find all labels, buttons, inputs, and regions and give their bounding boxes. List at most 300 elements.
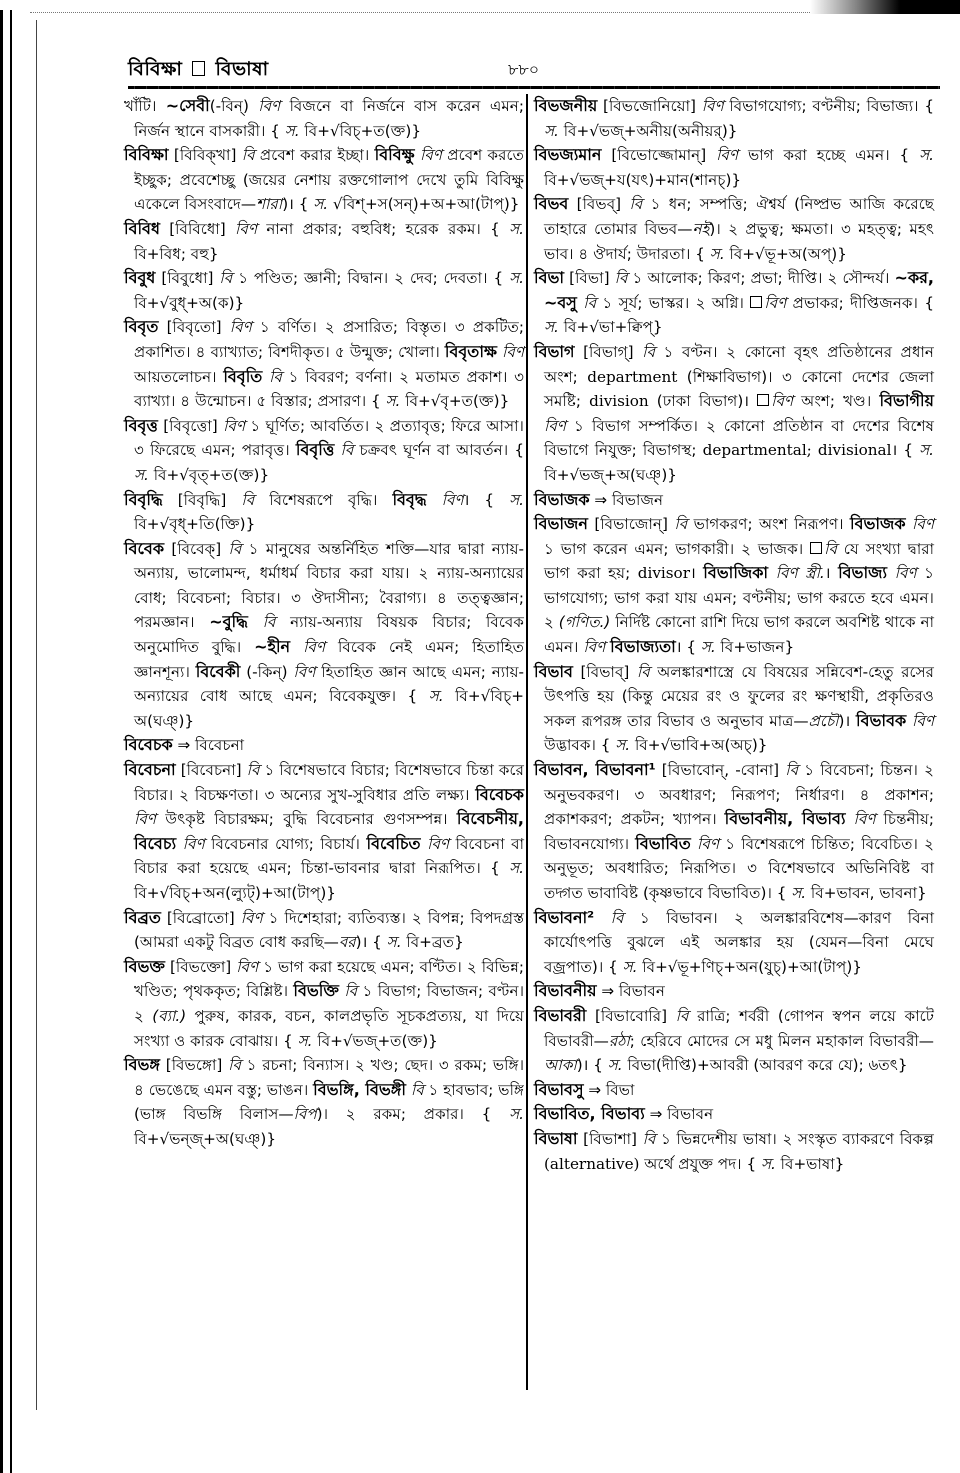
grammar-label: বি	[614, 269, 628, 288]
headword: বিবৃদ্ধ	[392, 489, 427, 509]
definition-text	[846, 810, 854, 828]
grammar-label: বি	[228, 539, 242, 558]
grammar-label: বি	[636, 662, 650, 681]
definition-text: আয়তলোচন।	[134, 367, 224, 386]
headword: বিভঙ্গ	[124, 1055, 161, 1075]
grammar-label: স.	[544, 318, 559, 337]
definition-text: (-বিন্)	[209, 97, 259, 115]
english-gloss: department	[587, 367, 678, 386]
grammar-label: বি	[340, 441, 354, 460]
definition-text: বি+ভাজন}	[715, 638, 795, 657]
definition-text: বি+√বিচ্+অন(ল্যুট্)+আ(টাপ্)}	[134, 884, 336, 902]
definition-text: [বিবুধো]	[155, 269, 220, 288]
definition-text	[290, 638, 303, 656]
definition-text: প্রবেশ করতে ইচ্ছুক; প্রবেশেচ্ছু (জয়ের নেশায় রক্তগোলাপ দেখে তুমি বিবিক্ষু একেলে বিসংবাদে—	[134, 146, 525, 214]
definition-text: ১ ভিন্নদেশীয় ভাষা। ২ সংস্কৃত ব্যাকরণে বিকল্প	[655, 1129, 934, 1148]
definition-text: ১ ধন; সম্পত্তি; ঐশ্বর্য (নিষ্প্রভ আজি করেছে তাহারে তোমার বিভব—	[544, 195, 934, 238]
dictionary-entry	[534, 266, 934, 340]
headword: বিভাজক	[534, 489, 590, 509]
english-gloss: division	[589, 392, 649, 411]
grammar-label: স.	[709, 244, 725, 263]
column-divider	[526, 94, 528, 1390]
left-column	[124, 94, 524, 1152]
definition-text: বি+√ভজ্+অ(ঘঞ্)}	[544, 465, 677, 484]
grammar-label: বিণ	[441, 490, 464, 509]
definition-text: ১ বিবেচনা; চিন্তন। ২ অনুভবকরণ। ৩ অবধারণ; নিরূপণ; নির্ধারণ। ৪ প্রকাশন; প্রকাশকরণ; প্রকটন; খ্যাপন।	[544, 761, 935, 829]
grammar-label: বিণ	[427, 834, 450, 853]
definition-text: ১ ভাগ করেন এমন; ভাগকারী। ২ ভাজক।	[544, 539, 811, 558]
grammar-label: বিণ	[912, 711, 934, 730]
headword: বিভাষা	[534, 1128, 578, 1148]
scan-edge-left	[0, 10, 12, 1473]
page-number: ৮৮০	[508, 60, 540, 79]
dictionary-entry	[124, 1053, 524, 1151]
grammar-label: বিণ	[303, 638, 326, 657]
definition-text: উদ্ভাবক। {	[544, 736, 616, 755]
grammar-label: বিণ	[764, 293, 787, 312]
definition-text: ⇒ বিভাবন	[644, 1105, 714, 1124]
headword: বিব্রত	[124, 907, 161, 927]
dictionary-entry	[534, 143, 934, 192]
grammar-label: বিণ	[182, 834, 205, 853]
definition-text: )। {	[576, 1056, 608, 1075]
dictionary-entry	[534, 488, 934, 513]
grammar-label: স.	[622, 957, 638, 976]
grammar-label: রঠা	[608, 1031, 630, 1050]
grammar-label: নই	[692, 219, 710, 238]
definition-text: বি+√বৃত্+ত(ক্ত)}	[148, 465, 270, 484]
definition-text: ১ আলোক; কিরণ; প্রভা; দীপ্তি। ২ সৌন্দর্য।	[627, 269, 895, 288]
headword: বিবেচনীয়, বিবেচ্য	[134, 809, 524, 853]
grammar-label: বিণ	[240, 908, 263, 927]
definition-text: ১ হাবভাব; ভঙ্গি (ভাঙ্গ বিভঙ্গি বিলাস—	[134, 1080, 525, 1124]
dictionary-entry	[534, 660, 934, 758]
grammar-label: বি	[269, 367, 282, 386]
grammar-label: স.	[509, 1105, 524, 1124]
scan-gutter-line	[36, 20, 37, 1410]
running-head-first-word: বিবিক্ষা	[128, 58, 183, 80]
grammar-label: স.	[428, 687, 444, 706]
definition-text: বি+√বৃধ্+তি(ক্তি)}	[134, 515, 256, 534]
grammar-label: স.	[791, 884, 807, 902]
dictionary-entry	[534, 758, 934, 906]
grammar-label: বি	[246, 761, 260, 780]
square-separator-icon	[192, 61, 205, 76]
definition-text: উৎকৃষ্ট বিচারক্ষম; বুদ্ধি বিবেচনার গুণসম্পন্ন।	[155, 810, 457, 829]
headword: বিভজনীয়	[534, 96, 598, 115]
grammar-label: বি	[629, 195, 643, 214]
definition-text: বিবেক নেই এমন; হিতাহিত জ্ঞানশূন্য।	[134, 638, 524, 681]
definition-text: [বিভোজ্জোমান্]	[601, 146, 717, 165]
definition-text: বিবেচনা বা বিচার করা হয়েছে এমন; চিন্তা-ভাবনার দ্বারা নিরূপিত। {	[134, 834, 525, 878]
dictionary-entry	[534, 94, 934, 143]
definition-text: ১ বিবরণ; বর্ণনা। ২ মতামত প্রকাশ। ৩ ব্যাখ্যা। ৪ উন্মোচন। ৫ বিস্তার; প্রসারণ। {	[134, 367, 525, 411]
headword: বিভাগীয়	[879, 391, 934, 411]
dictionary-entry	[124, 955, 524, 1053]
grammar-label: শারা	[256, 195, 283, 214]
definition-text: ⇒ বিভা	[583, 1080, 635, 1099]
grammar-label: স.	[509, 269, 524, 288]
grammar-label: বিণ	[134, 810, 156, 829]
grammar-label: বিণ	[293, 662, 316, 681]
definition-text: ১ পণ্ডিত; জ্ঞানী; বিদ্বান। ২ দেব; দেবতা। {	[232, 269, 510, 288]
definition-text: [বিভাবোরি]	[586, 1006, 676, 1025]
grammar-label: বিণ	[235, 219, 258, 238]
headword: বিভাবন, বিভাবনা¹	[534, 760, 656, 780]
definition-text	[427, 491, 442, 509]
definition-text: ⇒ বিবেচনা	[172, 736, 245, 755]
dictionary-entry	[124, 94, 524, 143]
headword: বিভাজিকা	[703, 563, 769, 583]
definition-text: বি+√ভাবি+অ(অচ্)}	[630, 736, 768, 755]
dictionary-entry	[124, 414, 524, 488]
definition-text: অংশ; খণ্ড।	[793, 392, 880, 411]
dictionary-entry	[534, 512, 934, 660]
headword: ~হীন	[254, 637, 291, 657]
definition-text: অলঙ্কারশাস্ত্রে যে বিষয়ের সন্নিবেশ-হেতু রসের উৎপত্তি হয় (কিন্তু মেয়ের রং ও ফুলের রং ক্ষণস্থায়ী, প্রকৃতিরও সকল রূপরঙ্গ তার বিভাব ও অনুভাব মাত্র—	[544, 662, 934, 730]
definition-text: বিবেচনার যোগ্য; বিচার্য।	[204, 834, 367, 853]
right-column	[534, 94, 934, 1176]
definition-text: হিতাহিত জ্ঞান আছে এমন; ন্যায়-অন্যায়ের বোধ আছে এমন; বিবেকযুক্ত। {	[134, 662, 524, 706]
definition-text: । {	[463, 490, 510, 509]
headword: বিভাবনা²	[534, 907, 595, 927]
dictionary-entry	[124, 266, 524, 315]
headword: বিবেচনা	[124, 760, 176, 780]
grammar-label: বি	[583, 293, 597, 312]
grammar-label: স.	[385, 392, 401, 411]
headword: বিবেচক	[124, 735, 173, 755]
grammar-label: বি	[824, 539, 837, 558]
grammar-label: বিণ	[502, 342, 525, 361]
definition-text: । {	[891, 441, 920, 460]
headword: ~সেবী	[165, 96, 210, 115]
headword: বিভাবরী	[534, 1005, 587, 1025]
grammar-label: বিপ	[293, 1105, 317, 1124]
definition-text: )। {	[282, 195, 314, 214]
headword: বিবুধ	[124, 268, 156, 288]
headword: ~কর, ~বসু	[544, 268, 935, 312]
headword: বিভক্তি	[293, 981, 339, 1001]
grammar-label: স.	[919, 146, 934, 165]
grammar-label: বিণ	[894, 564, 917, 583]
definition-text: )। {	[355, 933, 387, 952]
definition-text: [বিব্রোতো]	[160, 908, 241, 927]
definition-text: পুরুষ, কারক, বচন, কালপ্রভৃতি সূচকপ্রত্যয়, যা দিয়ে সংখ্যা ও কারক বোঝায়। {	[134, 1006, 524, 1050]
grammar-label: বি	[642, 342, 655, 361]
headword: বিবৃতাক্ষ	[444, 341, 497, 361]
definition-text: (-কিন্)	[240, 662, 294, 681]
definition-text: [বিভাব্]	[572, 662, 637, 681]
grammar-label: বিণ	[229, 318, 252, 337]
grammar-label: বি	[262, 613, 276, 632]
definition-text: ১ ভাগযোগ্য; ভাগ করা যায় এমন; বণ্টনীয়; ভাগ করতে হবে এমন। ২	[544, 564, 935, 632]
grammar-label: স.	[607, 1056, 623, 1075]
definition-text: [বিবৃতো]	[158, 318, 230, 337]
dictionary-entry	[124, 488, 524, 537]
dictionary-entry	[124, 315, 524, 413]
dictionary-entry	[534, 192, 934, 266]
dictionary-entry	[534, 906, 934, 980]
definition-text	[248, 613, 263, 631]
header-rule	[128, 86, 940, 89]
definition-text: প্রভাকর; দীপ্তিজনক। {	[786, 293, 934, 312]
grammar-label: স.	[386, 933, 402, 952]
english-gloss: (alternative)	[544, 1154, 640, 1173]
definition-text: ১ বিশেষভাবে বিচার; বিশেষভাবে চিন্তা করে বিচার। ২ বিচক্ষণতা। ৩ অন্যের সুখ-সুবিধার প্রতি লক্ষ্য।	[134, 761, 524, 804]
definition-text: অর্থে প্রযুক্ত পদ। {	[639, 1154, 761, 1173]
definition-text: [বিবেচনা]	[175, 761, 247, 780]
definition-text: । {	[675, 638, 701, 657]
definition-text: [বিবিক্খা]	[168, 146, 242, 165]
definition-text: বি+√বিচ্+ত(ক্ত)}	[299, 121, 422, 140]
grammar-label: বিণ	[716, 146, 739, 165]
definition-text: খাঁটি।	[124, 97, 166, 115]
headword: বিভাব	[534, 661, 573, 681]
definition-text: বি+√বিচ্+ অ(ঘঞ্)}	[134, 687, 524, 730]
definition-text: [বিভঙ্গো]	[160, 1056, 229, 1075]
definition-text: বি+√ভজ্+য(যৎ)+মান(শানচ্)}	[544, 170, 742, 189]
grammar-label: বিণ	[912, 515, 934, 534]
definition-text: নির্দিষ্ট কোনো রাশি দিয়ে ভাগ করলে অবশিষ্ট থাকে না এমন।	[544, 613, 934, 657]
definition-text: বি+√ভজ্+ত(ক্ত)}	[312, 1031, 438, 1050]
grammar-label: বি	[241, 490, 255, 509]
headword: বিবেচিত	[366, 833, 421, 853]
headword: বিভাবনীয়	[534, 981, 597, 1001]
definition-text: বিভা(দীপ্তি)+আবরী (আবরণ করে যে); ৬তৎ}	[622, 1056, 908, 1075]
definition-text: ১ রচনা; বিন্যাস। ২ খণ্ড; ছেদ। ৩ রকম; ভঙ্গি। ৪ ভেঙেছে এমন বস্তু; ভাঙন।	[134, 1056, 525, 1099]
definition-text: )।	[838, 711, 857, 730]
definition-text: (শিক্ষাবিভাগ)। ৩ কোনো দেশের জেলা সমষ্টি;	[544, 367, 935, 411]
grammar-label: বি	[344, 982, 358, 1001]
grammar-label: বি	[228, 1056, 241, 1075]
grammar-label: স.	[919, 441, 934, 460]
square-marker-icon	[750, 296, 762, 308]
grammar-label: বি	[674, 515, 688, 534]
headword: বিভাজ্য	[838, 563, 888, 583]
definition-text: ১ মানুষের অন্তর্নিহিত শক্তি—যার দ্বারা ন্যায়-অন্যায়, ভালোমন্দ, ধর্মাধর্ম বিচার করা যায়। ২ ন্যায়-অন্যায়ের বোধ; বিবেচনা; বিচার। ৩ ঔদাসীন্য; বৈরাগ্য। ৪ তত্ত্বজ্ঞান; পরমজ্ঞান।	[134, 539, 524, 632]
dictionary-entry	[124, 537, 524, 734]
definition-text: [বিবেক্]	[164, 539, 229, 558]
headword: বিভাবসু	[534, 1079, 584, 1099]
definition-text: বি+√ভূ+অ(অপ্)}	[724, 244, 847, 263]
definition-text: বি+√ভূ+ণিচ্+অন(যুচ্)+আ(টাপ্)}	[637, 957, 862, 976]
grammar-label: স.	[760, 1154, 776, 1173]
grammar-label: স.	[509, 490, 524, 509]
english-gloss: departmental; divisional	[702, 441, 892, 460]
definition-text: ১ বিভাগ সম্পর্কিত। ২ কোনো প্রতিষ্ঠান বা দেশের বিশেষ বিভাগে নিযুক্ত; বিভাগস্থ;	[544, 416, 934, 460]
definition-text	[887, 564, 895, 582]
grammar-label: স.	[134, 465, 149, 484]
grammar-label: বি	[410, 1080, 424, 1099]
grammar-label: বিণ স্ত্রী.	[775, 564, 825, 583]
headword: বিভাজক	[850, 514, 906, 534]
definition-text	[768, 564, 776, 582]
definition-text: বি+ভাষা}	[775, 1154, 845, 1173]
dictionary-entry	[534, 1127, 934, 1176]
dictionary-entry	[534, 340, 934, 488]
dictionary-entry	[534, 1004, 934, 1078]
headword: বিবৃত্ত	[124, 415, 158, 435]
definition-text: বি+বিধ; বহু}	[134, 244, 219, 263]
grammar-label: বিণ	[701, 97, 724, 115]
definition-text: (ঢাকা বিভাগ)।	[648, 392, 758, 411]
definition-text: বি+√ভজ্+অনীয়(অনীয়র্)}	[558, 121, 738, 140]
definition-text: [বিভব্]	[568, 195, 630, 214]
grammar-label: স.	[509, 859, 524, 878]
dictionary-entry	[534, 979, 934, 1004]
grammar-label: বি	[675, 1006, 689, 1025]
definition-text: ১ ঘূর্ণিত; আবর্তিত। ২ প্রত্যাবৃত্ত; ফিরে আসা। ৩ ফিরেছে এমন; পরাবৃত্ত।	[134, 416, 524, 460]
definition-text: বি+ব্রত}	[401, 933, 464, 952]
headword: বিভাজন	[534, 514, 588, 534]
headword: বিবেকী	[195, 661, 241, 681]
definition-text: চক্রবৎ ঘূর্ণন বা আবর্তন। {	[353, 441, 524, 460]
definition-text: চিন্তনীয়; বিভাবনযোগ্য।	[544, 810, 935, 853]
grammar-label: স.	[509, 219, 524, 238]
headword: বিবেক	[124, 538, 165, 558]
definition-text: [বিবৃত্তো]	[157, 416, 224, 435]
headword: বিবৃতি	[223, 366, 263, 386]
headword: বিভজ্যমান	[534, 145, 602, 165]
definition-text: ভাগ করা হচ্ছে এমন। {	[738, 146, 920, 165]
running-head-last-word: বিভাষা	[215, 58, 269, 80]
dictionary-entry	[534, 1078, 934, 1103]
definition-text: [বিভজোনিয়ো]	[597, 97, 702, 115]
grammar-label: বি	[610, 908, 624, 927]
dictionary-entry	[124, 217, 524, 266]
definition-text: [বিভাশা]	[577, 1129, 643, 1148]
definition-text: [বিভাবোন্, -বোনা]	[655, 761, 786, 780]
grammar-label: স.	[544, 121, 559, 140]
headword: বিভব	[534, 194, 569, 214]
grammar-label: বিণ	[697, 834, 720, 853]
definition-text: ১ দিশেহারা; ব্যতিব্যস্ত। ২ বিপন্ন; বিপদগ্রস্ত (আমরা একটু বিব্রত বোধ করছি—	[134, 908, 524, 952]
dictionary-columns	[120, 94, 942, 1394]
definition-text: ভাগকরণ; অংশ নিরূপণ।	[687, 515, 850, 534]
headword: বিভাজ্যতা	[610, 637, 676, 657]
grammar-label: স.	[284, 121, 300, 140]
definition-text: ১ বিভাবন। ২ অলঙ্কারবিশেষ—কারণ বিনা কার্যোৎপত্তি বুঝলে এই অলঙ্কার হয় (যেমন—বিনা মেঘে বজ্রপাত)। {	[544, 908, 934, 976]
definition-text: ।	[689, 564, 704, 583]
grammar-label: বিণ	[544, 416, 566, 435]
headword: বিভাবনীয়, বিভাব্য	[724, 809, 846, 829]
headword: বিবিক্ষা	[124, 145, 169, 165]
headword: বিভাবিত, বিভাব্য	[534, 1104, 645, 1124]
definition-text: বি+√ভা+ক্বিপ্}	[558, 318, 663, 337]
headword: বিবেচক	[475, 784, 524, 804]
headword: বিবৃত	[124, 317, 159, 337]
scan-shadow-corner	[810, 0, 960, 14]
definition-text: বি+√বৃ+ত(ক্ত)}	[400, 392, 510, 411]
grammar-label: বি	[785, 761, 799, 780]
grammar-label: স.	[313, 195, 329, 214]
definition-text: ১ বর্ণিত। ২ প্রসারিত; বিস্তৃত। ৩ প্রকটিত; প্রকাশিত। ৪ ব্যাখ্যাত; বিশদীকৃত। ৫ উন্মুক্ত; খোলা।	[134, 318, 524, 361]
definition-text: ১ বিভাগ; বিভাজন; বণ্টন। ২	[134, 982, 524, 1025]
definition-text: ।	[824, 564, 839, 583]
definition-text: বি+√ভন্জ্+অ(ঘঞ্)}	[134, 1129, 276, 1148]
definition-text: ⇒ বিভাজন	[589, 490, 664, 509]
grammar-label: স.	[700, 638, 716, 657]
definition-text: প্রবেশ করার ইচ্ছা।	[254, 146, 375, 165]
dictionary-entry	[124, 733, 524, 758]
definition-text: ; হেরিবে মোদের সে মধু মিলন মহাকাল বিভাবরী—	[629, 1031, 934, 1050]
headword: বিভঙ্গি, বিভঙ্গী	[313, 1079, 406, 1099]
definition-text: বিজনে বা নির্জনে বাস করেন এমন; নির্জন স্থানে বাসকারী। {	[134, 97, 524, 140]
grammar-label: বিণ	[771, 392, 794, 411]
grammar-label: বিণ	[223, 416, 246, 435]
definition-text: ⇒ বিভাবন	[596, 982, 665, 1001]
page-header	[128, 55, 940, 85]
definition-text: বি+√বুধ্+অ(ক)}	[134, 293, 245, 312]
grammar-label: বিণ	[236, 957, 259, 976]
english-gloss: divisor	[637, 564, 690, 583]
definition-text: [বিবিধো]	[159, 219, 236, 238]
grammar-label: বি	[241, 146, 255, 165]
grammar-label: বিণ	[419, 146, 442, 165]
grammar-label: বি	[219, 269, 233, 288]
definition-text: [বিবৃদ্ধি]	[162, 490, 242, 509]
definition-text: বি+ভাবন, ভাবনা}	[806, 884, 927, 902]
definition-text: বিভাগযোগ্য; বণ্টনীয়; বিভাজ্য। {	[723, 97, 934, 115]
grammar-label: (গণিত.)	[558, 613, 611, 632]
definition-text: যে সংখ্যা দ্বারা ভাগ করা হয়;	[544, 539, 934, 583]
definition-text: ১ বিশেষরূপে চিন্তিত; বিবেচিত। ২ অনুভূত; অবধারিত; নিরূপিত। ৩ বিশেষভাবে অভিনিবিষ্ট বা তদ্গত ভাবাবিষ্ট (কৃষ্ণভাবে বিভাবিত)। {	[544, 834, 935, 902]
grammar-label: বর	[338, 933, 356, 952]
headword: বিবৃদ্ধি	[124, 489, 163, 509]
definition-text: ১ সূর্য; ভাস্কর। ২ অগ্নি।	[596, 293, 751, 312]
square-marker-icon	[757, 394, 769, 406]
definition-text: [বিভাজোন্]	[587, 515, 675, 534]
grammar-label: স.	[297, 1031, 313, 1050]
definition-text: বিশেষরূপে বৃদ্ধি।	[254, 490, 393, 509]
definition-text: √বিশ্+স(সন্)+অ+আ(টাপ্)}	[328, 195, 520, 214]
dictionary-entry	[124, 758, 524, 906]
dictionary-entry	[534, 1102, 934, 1127]
grammar-label: বিণ	[853, 810, 876, 829]
definition-text: )। ২ রকম; প্রকার। {	[316, 1105, 510, 1124]
grammar-label: স.	[615, 736, 631, 755]
grammar-label: (ব্যা.)	[152, 1006, 187, 1025]
headword: বিভক্ত	[124, 956, 165, 976]
definition-text: [বিভাগ্]	[574, 342, 643, 361]
grammar-label: আকা	[544, 1056, 577, 1075]
headword: ~বুদ্ধি	[209, 612, 248, 632]
headword: বিভাবক	[856, 710, 907, 730]
headword: বিভাগ	[534, 341, 575, 361]
headword: বিবিক্ষু	[374, 145, 415, 165]
definition-text: [বিভা]	[564, 269, 615, 288]
dictionary-entry	[124, 906, 524, 955]
grammar-label: প্রচৌ	[808, 711, 839, 730]
definition-text	[594, 909, 610, 927]
headword: বিবৃত্তি	[295, 440, 335, 460]
definition-text: [বিভক্তো]	[164, 957, 237, 976]
grammar-label: বিণ	[583, 638, 606, 657]
running-head	[128, 55, 269, 87]
grammar-label: বিণ	[258, 97, 281, 115]
dictionary-entry	[124, 143, 524, 217]
headword: বিভাবিত	[635, 833, 691, 853]
definition-text: ১ বণ্টন। ২ কোনো বৃহৎ প্রতিষ্ঠানের প্রধান অংশ;	[544, 342, 934, 386]
grammar-label: বি	[642, 1129, 656, 1148]
definition-text: ন্যায়-অন্যায় বিষয়ক বিচার; বিবেক অনুমোদিত বুদ্ধি।	[134, 613, 524, 657]
definition-text: )। ২ প্রভুত্ব; ক্ষমতা। ৩ মহত্ত্ব; মহৎ ভাব। ৪ ঔদার্য; উদারতা। {	[544, 219, 935, 263]
definition-text: নানা প্রকার; বহুবিধ; হরেক রকম। {	[257, 219, 510, 238]
definition-text: ১ ভাগ করা হয়েছে এমন; বণ্টিত। ২ বিভিন্ন; খণ্ডিত; পৃথককৃত; বিশ্লিষ্ট।	[134, 957, 524, 1001]
headword: বিবিধ	[124, 218, 160, 238]
headword: বিভা	[534, 268, 565, 288]
definition-text: রাত্রি; শর্বরী (গোপন স্বপন লয়ে কাটে বিভাবরী—	[544, 1006, 934, 1050]
